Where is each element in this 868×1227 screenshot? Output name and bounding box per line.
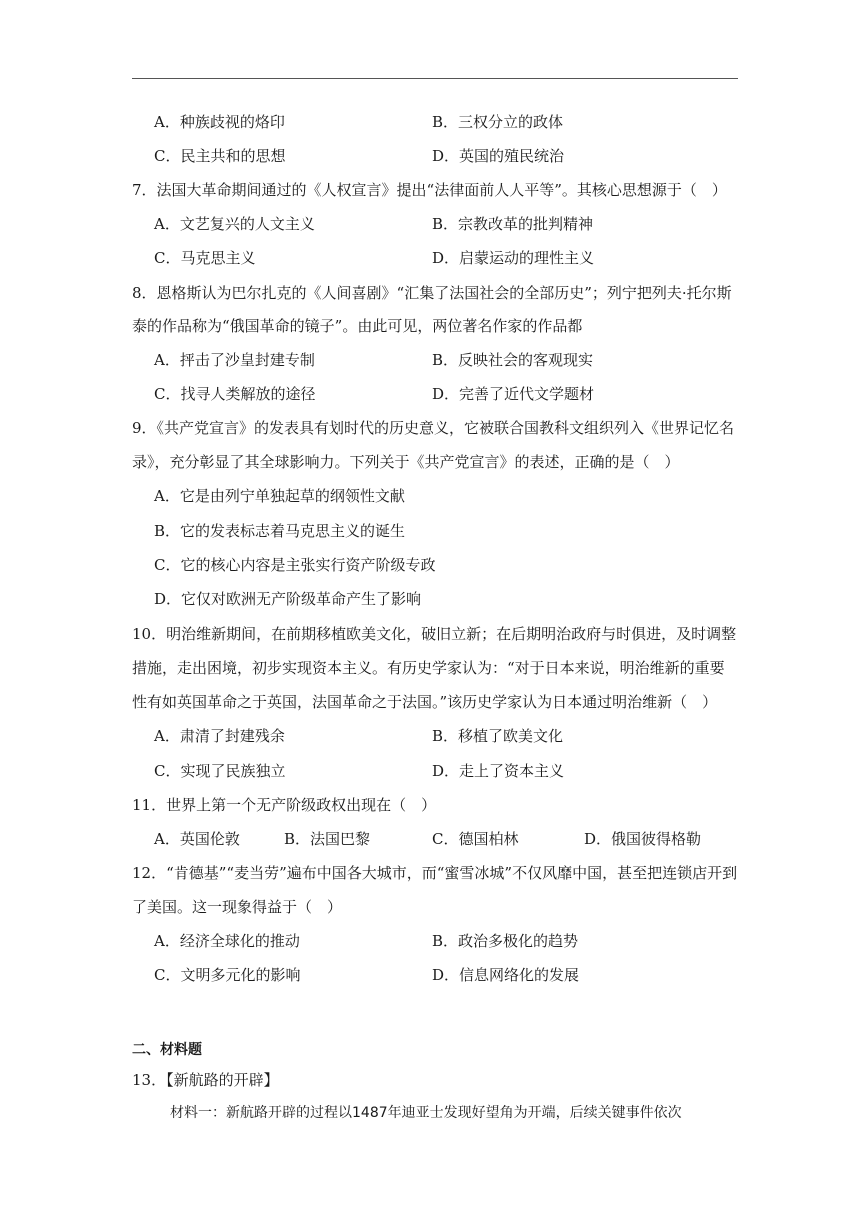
material-one-text: 材料一：新航路开辟的过程以1487年迪亚士发现好望角为开端，后续关键事件依次 bbox=[170, 1105, 682, 1121]
question-10-line2: 措施，走出困境，初步实现资本主义。有历史学家认为：“对于日本来说，明治维新的重要 bbox=[132, 659, 725, 677]
header-rule bbox=[132, 78, 738, 79]
q7-option-d: D．启蒙运动的理性主义 bbox=[432, 249, 595, 267]
q9-option-b: B．它的发表标志着马克思主义的诞生 bbox=[154, 522, 406, 540]
q12-option-c: C．文明多元化的影响 bbox=[154, 966, 301, 984]
question-8-line1: 8．恩格斯认为巴尔扎克的《人间喜剧》“汇集了法国社会的全部历史”；列宁把列夫·托尔斯 bbox=[132, 284, 732, 302]
q8-option-a: A．抨击了沙皇封建专制 bbox=[154, 351, 315, 369]
question-7: 7．法国大革命期间通过的《人权宣言》提出“法律面前人人平等”。其核心思想源于（ ） bbox=[132, 181, 727, 199]
q7-option-a: A．文艺复兴的人文主义 bbox=[154, 215, 315, 233]
q8-option-c: C．找寻人类解放的途径 bbox=[154, 385, 316, 403]
q9-option-d: D．它仅对欧洲无产阶级革命产生了影响 bbox=[154, 590, 422, 608]
q12-option-d: D．信息网络化的发展 bbox=[432, 966, 580, 984]
q11-option-a: A．英国伦敦 bbox=[154, 830, 240, 848]
q9-option-a: A．它是由列宁单独起草的纲领性文献 bbox=[154, 487, 405, 505]
option-d: D．英国的殖民统治 bbox=[432, 147, 565, 165]
q11-option-b: B．法国巴黎 bbox=[284, 830, 371, 848]
q9-option-c: C．它的核心内容是主张实行资产阶级专政 bbox=[154, 556, 436, 574]
question-12-line1: 12．“肯德基”“麦当劳”遍布中国各大城市，而“蜜雪冰城”不仅风靡中国，甚至把连锁店开到 bbox=[132, 864, 738, 882]
q8-option-b: B．反映社会的客观现实 bbox=[432, 351, 594, 369]
question-11: 11．世界上第一个无产阶级政权出现在（ ） bbox=[132, 796, 437, 814]
question-9-line2: 录》，充分彰显了其全球影响力。下列关于《共产党宣言》的表述，正确的是（ ） bbox=[132, 453, 680, 471]
question-10-line3: 性有如英国革命之于英国，法国革命之于法国。”该历史学家认为日本通过明治维新（ ） bbox=[132, 693, 718, 711]
q10-option-c: C．实现了民族独立 bbox=[154, 762, 286, 780]
q8-option-d: D．完善了近代文学题材 bbox=[432, 385, 595, 403]
question-8-line2: 泰的作品称为“俄国革命的镜子”。由此可见，两位著名作家的作品都 bbox=[132, 317, 583, 335]
question-9-line1: 9．《共产党宣言》的发表具有划时代的历史意义，它被联合国教科文组织列入《世界记忆名 bbox=[132, 419, 735, 437]
section-title: 二、材料题 bbox=[132, 1042, 202, 1058]
q10-option-a: A．肃清了封建残余 bbox=[154, 727, 285, 745]
q12-option-b: B．政治多极化的趋势 bbox=[432, 932, 579, 950]
q11-option-c: C．德国柏林 bbox=[432, 830, 519, 848]
q7-option-b: B．宗教改革的批判精神 bbox=[432, 215, 594, 233]
q10-option-d: D．走上了资本主义 bbox=[432, 762, 565, 780]
question-10-line1: 10．明治维新期间，在前期移植欧美文化，破旧立新；在后期明治政府与时俱进，及时调整 bbox=[132, 625, 737, 643]
q12-option-a: A．经济全球化的推动 bbox=[154, 932, 300, 950]
option-a: A．种族歧视的烙印 bbox=[154, 113, 285, 131]
question-13-title: 13．【新航路的开辟】 bbox=[132, 1071, 279, 1089]
question-12-line2: 了美国。这一现象得益于（ ） bbox=[132, 898, 343, 916]
option-c: C．民主共和的思想 bbox=[154, 147, 286, 165]
q11-option-d: D．俄国彼得格勒 bbox=[584, 830, 702, 848]
q10-option-b: B．移植了欧美文化 bbox=[432, 727, 564, 745]
option-b: B．三权分立的政体 bbox=[432, 113, 564, 131]
q7-option-c: C．马克思主义 bbox=[154, 249, 256, 267]
